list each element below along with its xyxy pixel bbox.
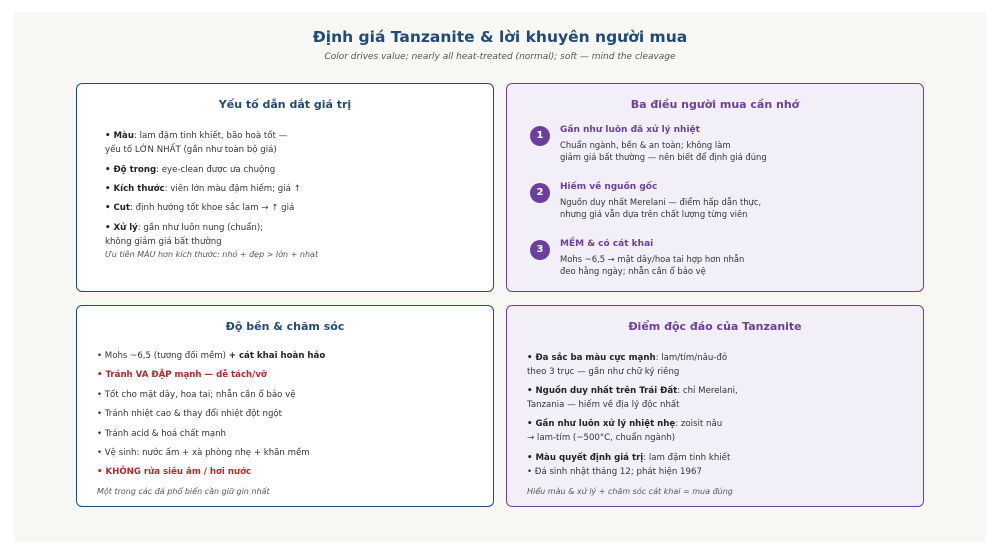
unique-panel (506, 305, 924, 507)
care-item: • Tránh acid & hoá chất mạnh (97, 429, 226, 439)
value-factors-panel (76, 83, 494, 292)
tip-heading: MỀM & có cát khai (560, 239, 654, 249)
tip-body: Nguồn duy nhất Merelani — điểm hấp dẫn thực, (560, 197, 762, 207)
tip-body: giảm giá bất thường — nên biết để định giá đúng (560, 152, 767, 162)
factor-treatment-cont: không giảm giá bất thường (105, 237, 222, 247)
durability-title: Độ bền & chăm sóc (225, 320, 345, 333)
buyer-tips-title: Ba điều người mua cần nhớ (630, 98, 800, 111)
factor-color: • Màu: lam đậm tinh khiết, bão hoà tốt — (105, 131, 288, 141)
tip-number-badge: 2 (530, 183, 550, 203)
care-item-warning: • Tránh VA ĐẬP mạnh — dễ tách/vỡ (97, 370, 267, 380)
factor-cut: • Cut: định hướng tốt khoe sắc lam → ↑ giá (105, 203, 295, 213)
tip-heading: Hiếm về nguồn gốc (560, 182, 658, 192)
care-item: • Tránh nhiệt cao & thay đổi nhiệt đột ngột (97, 409, 283, 419)
page-title: Định giá Tanzanite & lời khuyên người mua (312, 28, 688, 46)
care-item: • Tốt cho mặt dây, hoa tai; nhẫn cần ổ bảo vệ (97, 390, 296, 400)
durability-panel (76, 305, 494, 507)
buyer-tips-panel (506, 83, 924, 292)
factor-color-cont: yếu tố LỚN NHẤT (gần như toàn bộ giá) (105, 145, 277, 155)
unique-item: • Đa sắc ba màu cực mạnh: lam/tím/nâu-đỏ (527, 353, 728, 363)
tip-number-badge: 3 (530, 240, 550, 260)
care-item: • Vệ sinh: nước ấm + xà phòng nhẹ + khăn mềm (97, 448, 310, 458)
care-item: • Mohs ~6,5 (tương đối mềm) + cát khai hoàn hảo (97, 351, 326, 361)
tip-body: Chuẩn ngành, bền & an toàn; không làm (560, 140, 731, 150)
tip-body: nhưng giá vẫn dựa trên chất lượng từng viên (560, 209, 748, 219)
tip-number-badge: 1 (530, 126, 550, 146)
unique-item: • Gần như luôn xử lý nhiệt nhẹ: zoisit nâu (527, 419, 723, 429)
factor-clarity: • Độ trong: eye-clean được ưa chuộng (105, 165, 276, 175)
durability-note: Một trong các đá phổ biến cần giữ gìn nhất (97, 487, 270, 496)
tip-heading: Gần như luôn đã xử lý nhiệt (560, 125, 700, 135)
tip-body: đeo hằng ngày; nhẫn cần ổ bảo vệ (560, 266, 706, 276)
unique-item-cont: → lam-tím (~500°C, chuẩn ngành) (527, 433, 676, 443)
unique-item: • Màu quyết định giá trị: lam đậm tinh khiết (527, 453, 731, 463)
unique-item-cont: Tanzania — hiếm về địa lý độc nhất (527, 400, 680, 410)
factor-size: • Kích thước: viên lớn màu đậm hiếm; giá ↑ (105, 184, 301, 194)
unique-item-cont: theo 3 trục — gần như chữ ký riêng (527, 367, 680, 377)
page-subtitle: Color drives value; nearly all heat-treated (normal); soft — mind the cleavage (324, 52, 676, 62)
tip-body: Mohs ~6,5 → mặt dây/hoa tai hợp hơn nhẫn (560, 254, 745, 264)
care-item-warning: • KHÔNG rửa siêu âm / hơi nước (97, 467, 252, 477)
unique-note: Hiểu màu & xử lý + chăm sóc cát khai = mua đúng (527, 487, 733, 496)
unique-title: Điểm độc đáo của Tanzanite (628, 320, 802, 333)
unique-item: • Nguồn duy nhất trên Trái Đất: chỉ Merelani, (527, 386, 738, 396)
value-factors-note: Ưu tiên MÀU hơn kích thước: nhỏ + đẹp > lớn + nhạt (105, 250, 319, 259)
factor-treatment: • Xử lý: gần như luôn nung (chuẩn); (105, 223, 264, 233)
value-factors-title: Yếu tố dẫn dắt giá trị (218, 98, 352, 111)
unique-item-cont: • Đá sinh nhật tháng 12; phát hiện 1967 (527, 467, 702, 477)
